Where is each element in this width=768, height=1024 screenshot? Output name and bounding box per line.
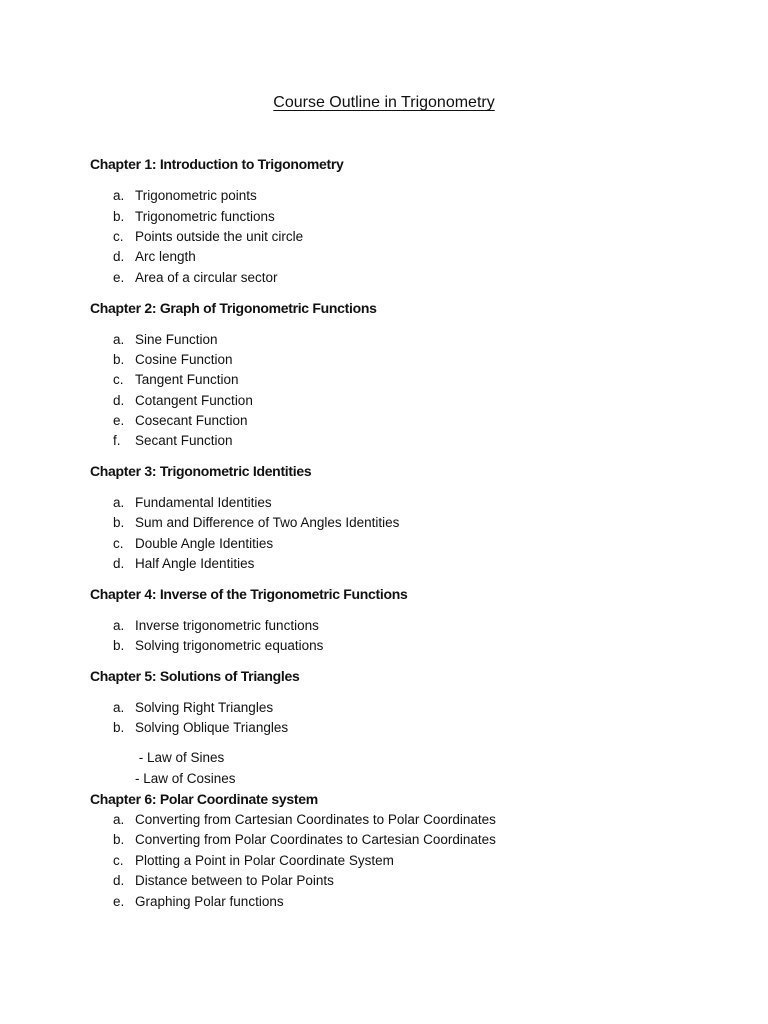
list-item-text: Secant Function	[135, 433, 233, 448]
list-item-text: Solving Oblique Triangles	[135, 720, 289, 735]
list-marker: a.	[113, 700, 125, 715]
list-item-text: Plotting a Point in Polar Coordinate System	[135, 853, 394, 868]
list-marker: b.	[113, 352, 125, 367]
list-marker: e.	[113, 894, 125, 909]
list-marker: e.	[113, 413, 125, 428]
list-item-text: Trigonometric points	[135, 188, 257, 203]
list-item-text: Fundamental Identities	[135, 495, 272, 510]
list-marker: b.	[113, 720, 125, 735]
list-item-text: Converting from Cartesian Coordinates to Polar Coordinates	[135, 812, 496, 827]
list-marker: a.	[113, 188, 125, 203]
list-marker: d.	[113, 393, 125, 408]
list-marker: b.	[113, 209, 125, 224]
sub-item-law-of-cosines: - Law of Cosines	[135, 771, 236, 786]
list-item-text: Tangent Function	[135, 372, 239, 387]
list-marker: c.	[113, 372, 124, 387]
list-marker: d.	[113, 556, 125, 571]
chapter-5-heading: Chapter 5: Solutions of Triangles	[90, 668, 300, 684]
list-item-text: Sum and Difference of Two Angles Identities	[135, 515, 400, 530]
list-item-text: Solving trigonometric equations	[135, 638, 324, 653]
chapter-1-heading: Chapter 1: Introduction to Trigonometry	[90, 156, 344, 172]
list-item-text: Converting from Polar Coordinates to Cartesian Coordinates	[135, 832, 496, 847]
chapter-3-heading: Chapter 3: Trigonometric Identities	[90, 463, 312, 479]
list-marker: a.	[113, 812, 125, 827]
list-marker: e.	[113, 270, 125, 285]
list-marker: a.	[113, 618, 125, 633]
list-item-text: Trigonometric functions	[135, 209, 275, 224]
list-marker: b.	[113, 638, 125, 653]
list-marker: c.	[113, 229, 124, 244]
list-item-text: Arc length	[135, 249, 196, 264]
list-marker: c.	[113, 536, 124, 551]
list-marker: d.	[113, 873, 125, 888]
list-marker: a.	[113, 495, 125, 510]
list-item-text: Cosine Function	[135, 352, 233, 367]
list-marker: b.	[113, 515, 125, 530]
list-item-text: Double Angle Identities	[135, 536, 274, 551]
page-title: Course Outline in Trigonometry	[273, 94, 495, 111]
chapter-2-heading: Chapter 2: Graph of Trigonometric Functions	[90, 300, 377, 316]
list-item-text: Cotangent Function	[135, 393, 253, 408]
list-item-text: Points outside the unit circle	[135, 229, 304, 244]
chapter-6-heading: Chapter 6: Polar Coordinate system	[90, 791, 318, 807]
list-item-text: Sine Function	[135, 332, 218, 347]
list-item-text: Half Angle Identities	[135, 556, 255, 571]
chapter-4-heading: Chapter 4: Inverse of the Trigonometric Functions	[90, 586, 408, 602]
list-item-text: Area of a circular sector	[135, 270, 278, 285]
sub-item-law-of-sines: - Law of Sines	[135, 750, 225, 765]
list-marker: b.	[113, 832, 125, 847]
list-marker: a.	[113, 332, 125, 347]
list-marker: f.	[113, 433, 121, 448]
list-item-text: Graphing Polar functions	[135, 894, 284, 909]
list-marker: d.	[113, 249, 125, 264]
list-item-text: Inverse trigonometric functions	[135, 618, 319, 633]
list-item-text: Solving Right Triangles	[135, 700, 274, 715]
list-item-text: Cosecant Function	[135, 413, 248, 428]
list-item-text: Distance between to Polar Points	[135, 873, 334, 888]
list-marker: c.	[113, 853, 124, 868]
